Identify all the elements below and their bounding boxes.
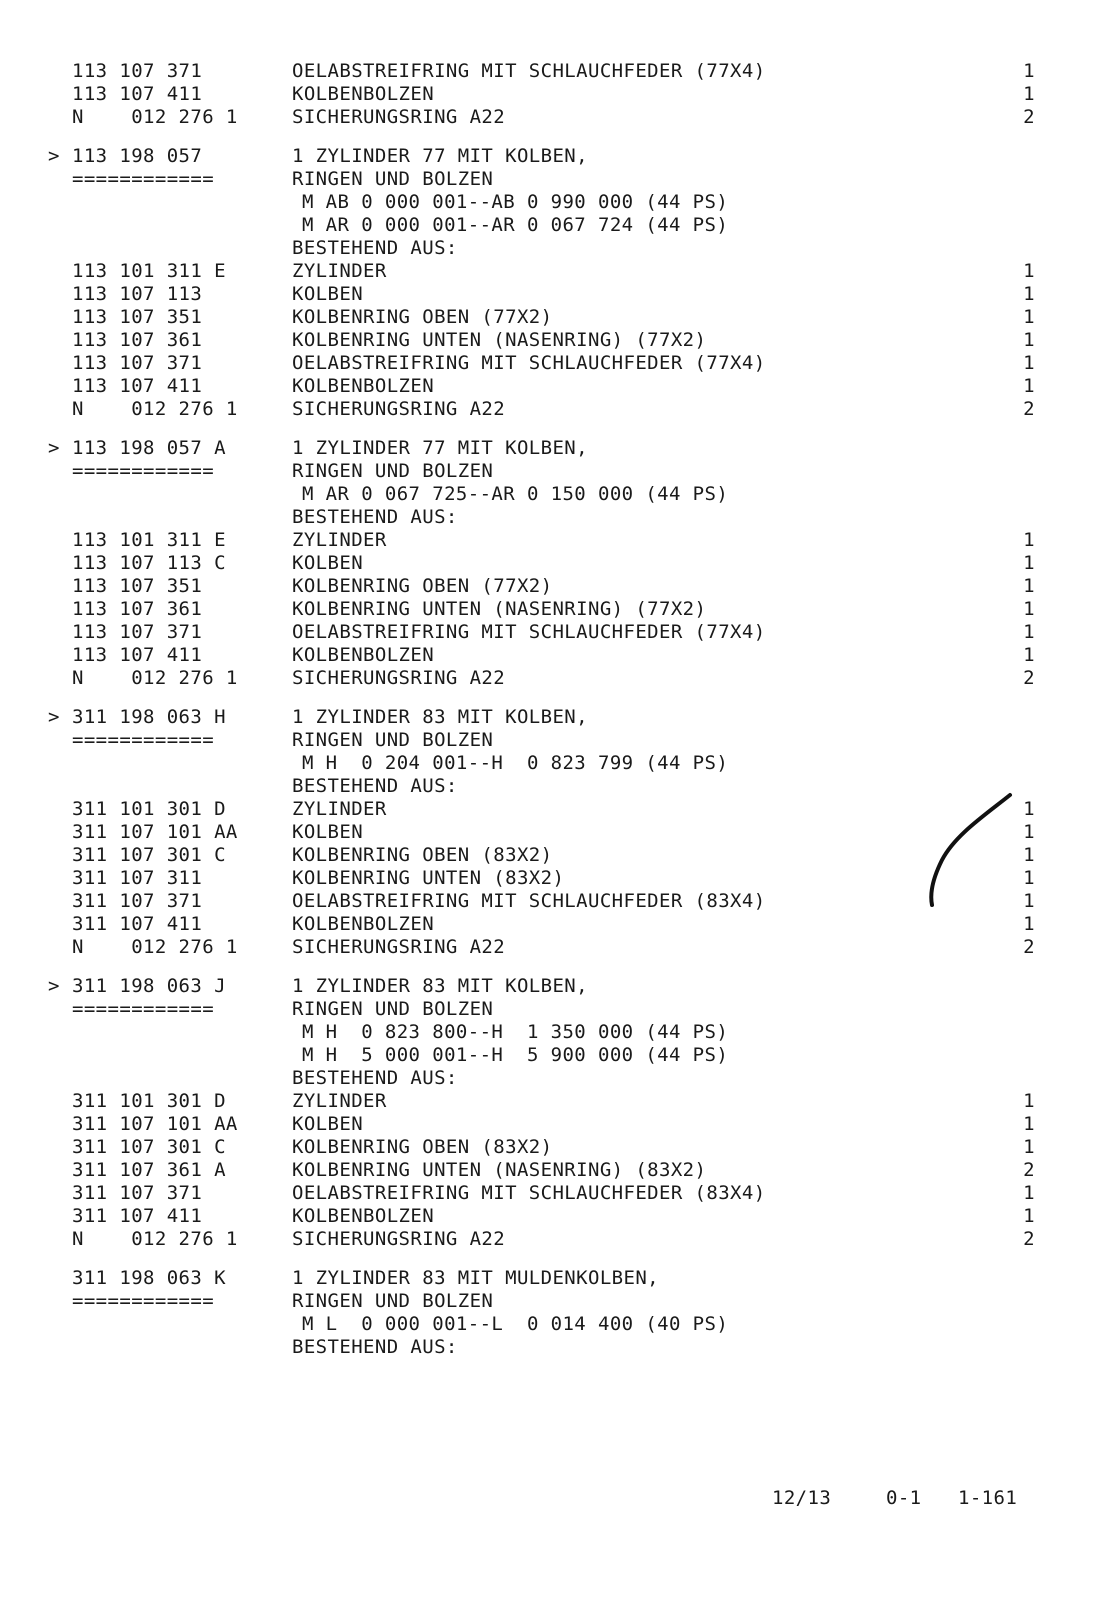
- part-number: 113 107 411: [72, 83, 203, 105]
- group-marker: >: [48, 706, 60, 728]
- part-quantity: 1: [1023, 1090, 1035, 1112]
- group-title: 1 ZYLINDER 83 MIT KOLBEN,: [292, 975, 588, 997]
- part-description: OELABSTREIFRING MIT SCHLAUCHFEDER (83X4): [292, 1182, 766, 1204]
- part-number: 113 107 411: [72, 644, 203, 666]
- part-number: 311 107 371: [72, 1182, 203, 1204]
- group-title: 1 ZYLINDER 83 MIT KOLBEN,: [292, 706, 588, 728]
- group-underline: ============: [72, 460, 215, 482]
- part-quantity: 1: [1023, 798, 1035, 820]
- part-description: KOLBEN: [292, 552, 364, 574]
- part-number: 113 101 311 E: [72, 529, 226, 551]
- part-description: KOLBENRING UNTEN (NASENRING) (83X2): [292, 1159, 707, 1181]
- group-title: 1 ZYLINDER 77 MIT KOLBEN,: [292, 437, 588, 459]
- part-description: ZYLINDER: [292, 529, 387, 551]
- part-description: KOLBENRING UNTEN (83X2): [292, 867, 565, 889]
- group-part-number: 311 198 063 J: [72, 975, 226, 997]
- part-description: OELABSTREIFRING MIT SCHLAUCHFEDER (77X4): [292, 621, 766, 643]
- part-quantity: 1: [1023, 913, 1035, 935]
- part-description: ZYLINDER: [292, 798, 387, 820]
- part-number: 311 107 411: [72, 913, 203, 935]
- group-underline: ============: [72, 729, 215, 751]
- part-number: 113 107 113: [72, 283, 203, 305]
- part-description: KOLBEN: [292, 821, 364, 843]
- part-quantity: 1: [1023, 306, 1035, 328]
- part-description: KOLBEN: [292, 283, 364, 305]
- consisting-of-label: BESTEHEND AUS:: [292, 237, 458, 259]
- part-number: 311 101 301 D: [72, 798, 226, 820]
- part-number: 311 107 101 AA: [72, 1113, 238, 1135]
- part-quantity: 2: [1023, 1159, 1035, 1181]
- part-quantity: 1: [1023, 1113, 1035, 1135]
- footer-date: 12/13: [772, 1487, 832, 1509]
- group-part-number: 113 198 057 A: [72, 437, 226, 459]
- group-marker: >: [48, 975, 60, 997]
- group-title: RINGEN UND BOLZEN: [292, 460, 494, 482]
- part-description: OELABSTREIFRING MIT SCHLAUCHFEDER (77X4): [292, 60, 766, 82]
- part-number: 311 107 301 C: [72, 1136, 226, 1158]
- part-quantity: 1: [1023, 260, 1035, 282]
- part-number: 113 107 371: [72, 60, 203, 82]
- part-number: 311 107 371: [72, 890, 203, 912]
- part-description: KOLBENBOLZEN: [292, 913, 435, 935]
- part-number: N 012 276 1: [72, 106, 238, 128]
- part-number: 311 107 361 A: [72, 1159, 226, 1181]
- part-number: 113 107 361: [72, 598, 203, 620]
- part-number: 113 101 311 E: [72, 260, 226, 282]
- part-quantity: 1: [1023, 60, 1035, 82]
- consisting-of-label: BESTEHEND AUS:: [292, 1067, 458, 1089]
- part-number: 113 107 371: [72, 621, 203, 643]
- part-number: N 012 276 1: [72, 936, 238, 958]
- part-number: 113 107 351: [72, 575, 203, 597]
- part-description: KOLBENRING UNTEN (NASENRING) (77X2): [292, 329, 707, 351]
- serial-range: M AR 0 000 001--AR 0 067 724 (44 PS): [302, 214, 729, 236]
- part-quantity: 2: [1023, 398, 1035, 420]
- group-part-number: 311 198 063 K: [72, 1267, 226, 1289]
- footer-section: 0-1: [886, 1487, 922, 1509]
- part-description: KOLBENBOLZEN: [292, 83, 435, 105]
- part-description: KOLBENRING OBEN (77X2): [292, 575, 553, 597]
- group-title: 1 ZYLINDER 77 MIT KOLBEN,: [292, 145, 588, 167]
- group-underline: ============: [72, 998, 215, 1020]
- group-title: RINGEN UND BOLZEN: [292, 168, 494, 190]
- part-description: KOLBENBOLZEN: [292, 1205, 435, 1227]
- group-title: RINGEN UND BOLZEN: [292, 1290, 494, 1312]
- group-underline: ============: [72, 1290, 215, 1312]
- part-number: N 012 276 1: [72, 667, 238, 689]
- part-quantity: 1: [1023, 1136, 1035, 1158]
- part-quantity: 1: [1023, 552, 1035, 574]
- part-quantity: 1: [1023, 621, 1035, 643]
- part-quantity: 1: [1023, 1205, 1035, 1227]
- part-quantity: 1: [1023, 329, 1035, 351]
- part-number: 311 101 301 D: [72, 1090, 226, 1112]
- part-number: 113 107 113 C: [72, 552, 226, 574]
- group-marker: >: [48, 145, 60, 167]
- part-quantity: 1: [1023, 644, 1035, 666]
- part-quantity: 1: [1023, 844, 1035, 866]
- part-description: OELABSTREIFRING MIT SCHLAUCHFEDER (83X4): [292, 890, 766, 912]
- part-number: 311 107 301 C: [72, 844, 226, 866]
- part-description: ZYLINDER: [292, 1090, 387, 1112]
- part-description: SICHERUNGSRING A22: [292, 398, 506, 420]
- footer-page: 1-161: [958, 1487, 1018, 1509]
- part-quantity: 1: [1023, 821, 1035, 843]
- group-part-number: 311 198 063 H: [72, 706, 226, 728]
- part-number: 113 107 361: [72, 329, 203, 351]
- part-description: SICHERUNGSRING A22: [292, 1228, 506, 1250]
- group-marker: >: [48, 437, 60, 459]
- serial-range: M L 0 000 001--L 0 014 400 (40 PS): [302, 1313, 729, 1335]
- part-quantity: 2: [1023, 1228, 1035, 1250]
- part-number: 311 107 411: [72, 1205, 203, 1227]
- part-quantity: 1: [1023, 83, 1035, 105]
- part-quantity: 1: [1023, 283, 1035, 305]
- serial-range: M H 0 823 800--H 1 350 000 (44 PS): [302, 1021, 729, 1043]
- part-description: KOLBENRING OBEN (83X2): [292, 844, 553, 866]
- part-description: KOLBEN: [292, 1113, 364, 1135]
- part-description: SICHERUNGSRING A22: [292, 106, 506, 128]
- part-number: N 012 276 1: [72, 398, 238, 420]
- part-quantity: 1: [1023, 529, 1035, 551]
- part-quantity: 1: [1023, 352, 1035, 374]
- group-title: RINGEN UND BOLZEN: [292, 729, 494, 751]
- part-number: 113 107 371: [72, 352, 203, 374]
- part-quantity: 1: [1023, 890, 1035, 912]
- part-quantity: 2: [1023, 667, 1035, 689]
- part-quantity: 2: [1023, 106, 1035, 128]
- part-number: N 012 276 1: [72, 1228, 238, 1250]
- part-number: 311 107 101 AA: [72, 821, 238, 843]
- part-quantity: 1: [1023, 867, 1035, 889]
- part-quantity: 1: [1023, 375, 1035, 397]
- group-title: 1 ZYLINDER 83 MIT MULDENKOLBEN,: [292, 1267, 660, 1289]
- part-number: 113 107 351: [72, 306, 203, 328]
- serial-range: M AR 0 067 725--AR 0 150 000 (44 PS): [302, 483, 729, 505]
- serial-range: M H 5 000 001--H 5 900 000 (44 PS): [302, 1044, 729, 1066]
- part-number: 113 107 411: [72, 375, 203, 397]
- part-description: SICHERUNGSRING A22: [292, 936, 506, 958]
- consisting-of-label: BESTEHEND AUS:: [292, 1336, 458, 1358]
- part-description: KOLBENBOLZEN: [292, 375, 435, 397]
- serial-range: M H 0 204 001--H 0 823 799 (44 PS): [302, 752, 729, 774]
- consisting-of-label: BESTEHEND AUS:: [292, 506, 458, 528]
- part-description: ZYLINDER: [292, 260, 387, 282]
- part-description: OELABSTREIFRING MIT SCHLAUCHFEDER (77X4): [292, 352, 766, 374]
- part-description: KOLBENRING OBEN (83X2): [292, 1136, 553, 1158]
- part-description: KOLBENBOLZEN: [292, 644, 435, 666]
- part-description: SICHERUNGSRING A22: [292, 667, 506, 689]
- part-quantity: 1: [1023, 575, 1035, 597]
- group-title: RINGEN UND BOLZEN: [292, 998, 494, 1020]
- part-number: 311 107 311: [72, 867, 203, 889]
- part-description: KOLBENRING UNTEN (NASENRING) (77X2): [292, 598, 707, 620]
- group-underline: ============: [72, 168, 215, 190]
- consisting-of-label: BESTEHEND AUS:: [292, 775, 458, 797]
- part-quantity: 1: [1023, 598, 1035, 620]
- part-description: KOLBENRING OBEN (77X2): [292, 306, 553, 328]
- serial-range: M AB 0 000 001--AB 0 990 000 (44 PS): [302, 191, 729, 213]
- part-quantity: 2: [1023, 936, 1035, 958]
- group-part-number: 113 198 057: [72, 145, 203, 167]
- part-quantity: 1: [1023, 1182, 1035, 1204]
